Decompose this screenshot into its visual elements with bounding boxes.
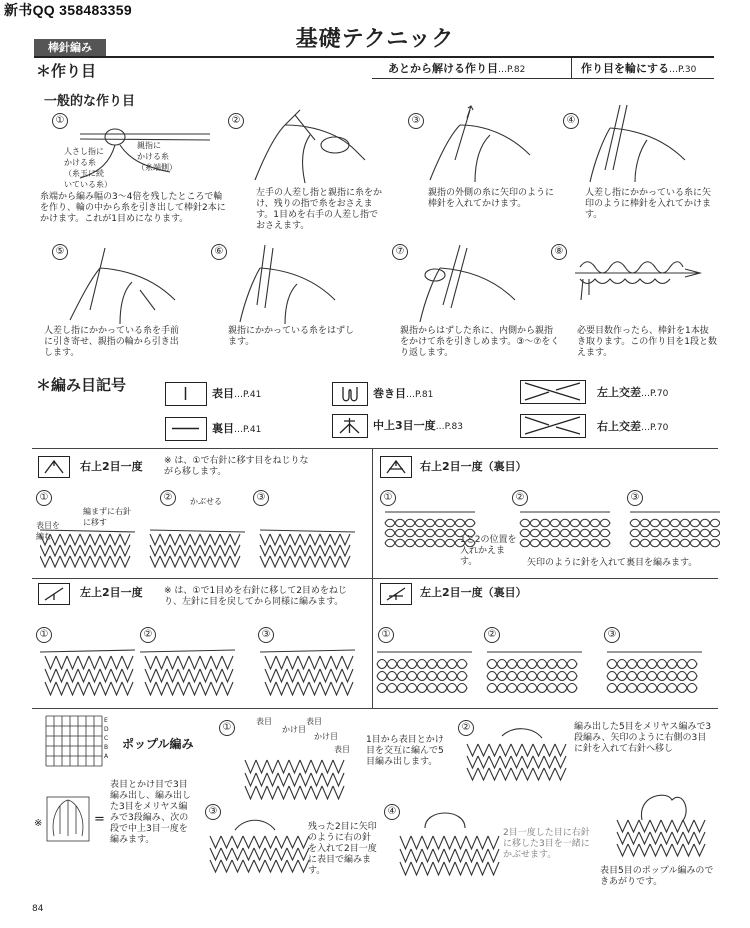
symbol-label: 表目…P.41 (212, 387, 262, 400)
panel-title: 右上2目一度（裏目） (420, 460, 527, 473)
xref-rule (372, 78, 714, 79)
popcorn-step2-illustration (462, 726, 572, 782)
twisted-loop-symbol (332, 382, 368, 406)
xref-1: あとから解ける作り目…P.82 (388, 62, 526, 75)
right-cross-symbol (520, 414, 586, 438)
step5-illustration (60, 240, 190, 325)
finished-caption: 表目5目のポップル編みのできあがりです。 (600, 866, 714, 887)
step-caption: 親指にかかっている糸をはずします。 (228, 326, 355, 347)
step-number: ② (484, 627, 500, 643)
step-caption: 糸端から編み幅の3〜4倍を残したところで輪を作り、輪の中から糸を引き出して棒針2本にかけます。これが1目めになります。 (40, 192, 226, 224)
step-caption: 1目から表目とかけ目を交互に編んで5目編み出します。 (366, 735, 444, 767)
xref-divider (571, 58, 572, 78)
step-number: ③ (627, 490, 643, 506)
label: 編まずに右針に移す (83, 507, 131, 527)
step-number: ③ (604, 627, 620, 643)
step2-illustration (245, 105, 375, 185)
symbol-label: 巻き目…P.81 (373, 387, 434, 400)
step-caption: 残った2目に矢印のように右の針を入れて2目一度に表目で編みます。 (308, 822, 377, 876)
step-number: ④ (563, 113, 579, 129)
step-number: ② (228, 113, 244, 129)
popcorn-title: ポップル編み (122, 737, 194, 751)
step-number: ⑤ (52, 244, 68, 260)
k2tog-right-symbol (38, 456, 70, 478)
left-cross-symbol (520, 380, 586, 404)
step-caption: 人差し指にかかっている糸に矢印のように棒針を入れてかけます。 (585, 188, 712, 220)
panel-note: ※ は、①で右針に移す目をねじりながら移します。 (164, 456, 309, 477)
symbol-label: 裏目…P.41 (212, 422, 262, 435)
label: 表目 (306, 717, 322, 726)
panel-note: ※ は、①で1目めを右針に移して2目めをねじり、左針に目を戻してから同様に編みます。 (164, 586, 347, 607)
panel-title: 右上2目一度 (80, 460, 143, 473)
divider (32, 578, 718, 579)
panel-title: 左上2目一度（裏目） (420, 586, 527, 599)
step-number: ① (36, 490, 52, 506)
xref-2: 作り目を輪にする…P.30 (581, 62, 697, 75)
symbol-label: 右上交差…P.70 (597, 420, 669, 433)
popcorn-step1-illustration (240, 738, 350, 802)
step-number: ② (512, 490, 528, 506)
step-number: ① (378, 627, 394, 643)
step-number: ③ (258, 627, 274, 643)
page-title: 基礎テクニック (295, 27, 455, 52)
category-badge: 棒針編み (34, 39, 106, 56)
k2tog-right-purl-symbol (380, 456, 412, 478)
step-number: ① (380, 490, 396, 506)
step-number: ② (458, 720, 474, 736)
step-number: ③ (253, 490, 269, 506)
step8-illustration (575, 255, 705, 305)
panel-note: 矢印のように針を入れて裏目を編みます。 (527, 558, 698, 568)
popcorn-finished-illustration (612, 790, 712, 860)
symbol-label: 左上交差…P.70 (597, 386, 669, 399)
k2tog-left-purl-symbol (380, 583, 412, 605)
step-number: ④ (384, 804, 400, 820)
label: かけ目 (314, 732, 338, 741)
label: かけ目 (282, 725, 306, 734)
step-caption: 左手の人差し指と親指に糸をかけ、残りの指で糸をおさえます。1目めを右手の人差し指でおさえます。 (256, 188, 383, 231)
divider (372, 448, 373, 578)
knit-symbol (165, 382, 207, 406)
symbol-label: 中上3目一度…P.83 (373, 419, 463, 432)
k2tog-right-purl-illustration (380, 500, 720, 555)
label: かぶせる (190, 497, 222, 506)
divider (32, 708, 718, 709)
step-caption: 親指からはずした糸に、内側から親指をかけて糸を引きしめます。③〜⑦をくり返します。 (400, 326, 560, 358)
step-number: ③ (205, 804, 221, 820)
popcorn-step4-illustration (395, 808, 505, 880)
step-number: ① (36, 627, 52, 643)
purl-symbol (165, 417, 207, 441)
step4-illustration (575, 100, 705, 185)
chart-row-labels: E D C B A (104, 717, 109, 760)
step-caption: 親指の外側の糸に矢印のように棒針を入れてかけます。 (428, 188, 555, 209)
divider (32, 448, 718, 449)
step-caption: 2目一度した目に右針に移した3目を一緒にかぶせます。 (503, 828, 590, 860)
step-number: ③ (408, 113, 424, 129)
section-heading-cast-on: ＊作り目 (36, 62, 97, 80)
k2tog-left-purl-illustration (372, 640, 718, 702)
step1-note-right: 親指に かける糸 （糸端側） (137, 141, 177, 172)
step-number: ② (140, 627, 156, 643)
step-number: ① (52, 113, 68, 129)
popcorn-chart (44, 714, 104, 768)
watermark: 新书QQ 358483359 (4, 2, 132, 18)
step1-note-left: 人さし指に かける糸 （糸玉に続 いている糸） (64, 147, 112, 189)
step-number: ① (219, 720, 235, 736)
step3-illustration (415, 100, 545, 185)
step-number: ⑧ (551, 244, 567, 260)
step6-illustration (225, 240, 355, 325)
central-double-dec-symbol (332, 414, 368, 438)
step7-illustration (405, 240, 535, 325)
step-number: ② (160, 490, 176, 506)
step-number: ⑥ (211, 244, 227, 260)
label: 表目 (256, 717, 272, 726)
step-caption: 人差し指にかかっている糸を手前に引き寄せ、親指の輪から引き出します。 (44, 326, 180, 358)
k2tog-right-illustration (40, 520, 360, 572)
step-caption: 編み出した5目をメリヤス編みで3段編み、矢印のように右側の3目に針を入れて右針へ移し (574, 722, 712, 754)
popcorn-description: 表目とかけ目で3目編み出し、編み出した3目をメリヤス編みで3段編み、次の段で中上3目一度を編みます。 (110, 780, 192, 845)
popcorn-symbol (46, 796, 90, 842)
panel-title: 左上2目一度 (80, 586, 143, 599)
header-rule (34, 56, 714, 58)
page-number: 84 (32, 904, 44, 914)
k2tog-left-illustration (40, 640, 360, 702)
step-caption: 必要目数作ったら、棒針を1本抜き取ります。この作り目を1段と数えます。 (577, 326, 718, 358)
label: 表目 (334, 745, 350, 754)
label: 表目を編む (36, 521, 60, 541)
equals-sign: = (94, 812, 105, 827)
section-heading-stitch-symbols: ＊編み目記号 (36, 376, 127, 394)
popcorn-step3-illustration (205, 812, 315, 876)
panel-note: 1と2の位置を入れかえます。 (460, 535, 517, 567)
k2tog-left-symbol (38, 583, 70, 605)
note-mark: ※ (34, 818, 43, 829)
subheading-general-cast-on: 一般的な作り目 (44, 94, 136, 109)
step-number: ⑦ (392, 244, 408, 260)
